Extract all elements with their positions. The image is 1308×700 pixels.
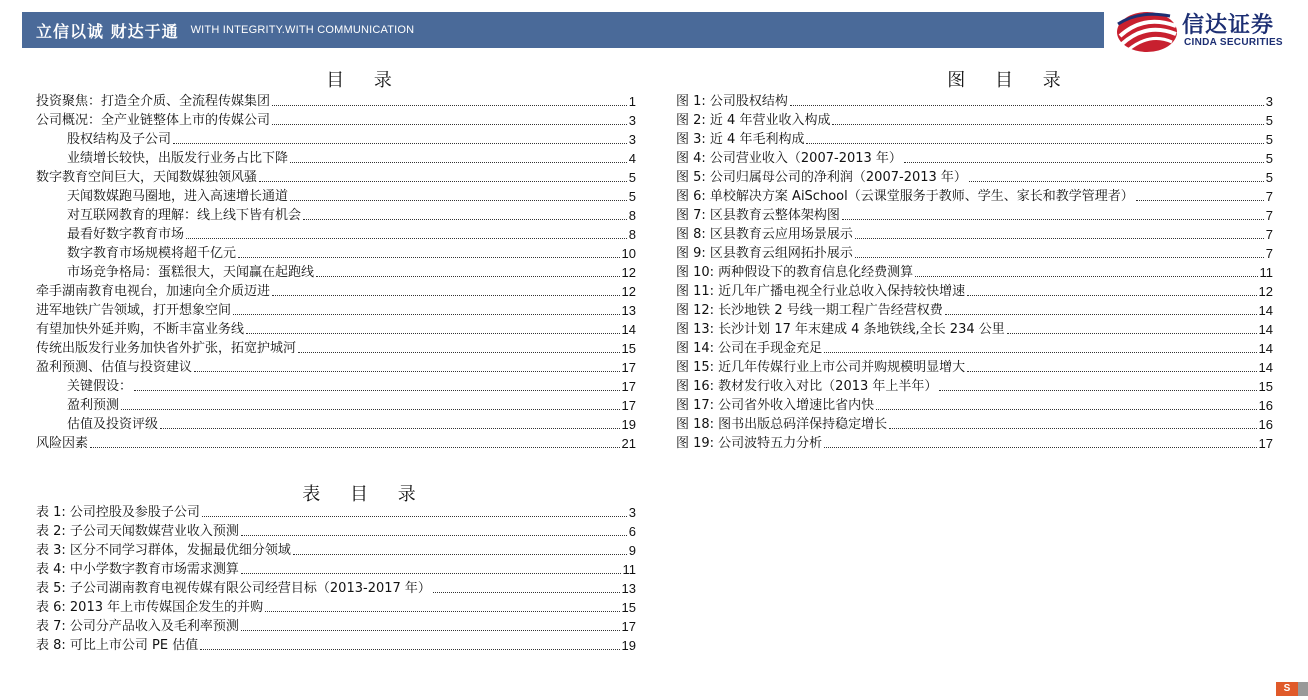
contents-entry-page-number: 1: [628, 94, 636, 109]
dot-leader: [1007, 332, 1257, 334]
dot-leader: [272, 104, 627, 106]
dot-leader: [298, 351, 620, 353]
table-entry[interactable]: [36, 502, 636, 521]
table-entry-label: 表 5: 子公司湖南教育电视传媒有限公司经营目标（2013-2017 年）: [36, 581, 431, 596]
dot-leader: [202, 515, 627, 517]
figure-entry[interactable]: [676, 167, 1273, 186]
contents-entry[interactable]: [36, 338, 636, 357]
dot-leader: [290, 199, 627, 201]
contents-entry-label: 公司概况：全产业链整体上市的传媒公司: [36, 113, 271, 128]
figure-entry[interactable]: [676, 281, 1273, 300]
figure-entry[interactable]: [676, 110, 1273, 129]
figure-entry-page-number: 5: [1265, 132, 1273, 147]
figure-entry[interactable]: [676, 262, 1273, 281]
contents-entry-label: 盈利预测、估值与投资建议: [36, 360, 193, 375]
contents-entry-page-number: 4: [628, 151, 636, 166]
table-entry-label: 表 4: 中小学数字教育市场需求测算: [36, 562, 239, 577]
figure-entry-page-number: 12: [1258, 284, 1273, 299]
figure-entry-page-number: 14: [1258, 341, 1273, 356]
contents-entry-label: 进军地铁广告领域，打开想象空间: [36, 303, 232, 318]
table-entry-page-number: 6: [628, 524, 636, 539]
logo-chinese-name: 信达证券: [1182, 13, 1275, 38]
contents-entry-page-number: 17: [621, 379, 636, 394]
table-entry-page-number: 3: [628, 505, 636, 520]
dot-leader: [855, 237, 1264, 239]
figure-entry-page-number: 3: [1265, 94, 1273, 109]
contents-entry-label: 市场竞争格局：蛋糕很大，天闻赢在起跑线: [67, 265, 315, 280]
figure-entry-label: 图 14: 公司在手现金充足: [676, 341, 823, 356]
figure-entry-label: 图 10: 两种假设下的教育信息化经费测算: [676, 265, 914, 280]
contents-entry[interactable]: [36, 205, 636, 224]
figure-entry[interactable]: [676, 433, 1273, 452]
dot-leader: [238, 256, 620, 258]
contents-entry-page-number: 8: [628, 227, 636, 242]
cinda-logo: [1114, 6, 1300, 54]
contents-entry-page-number: 3: [628, 113, 636, 128]
figure-entry-label: 图 13: 长沙计划 17 年末建成 4 条地铁线,全长 234 公里: [676, 322, 1005, 337]
contents-title: 目 录: [326, 70, 404, 91]
contents-entry-label: 数字教育市场规模将超千亿元: [67, 246, 237, 261]
table-entry[interactable]: [36, 540, 636, 559]
dot-leader: [303, 218, 627, 220]
figure-entry[interactable]: [676, 148, 1273, 167]
contents-entry[interactable]: [36, 357, 636, 376]
figure-entry-label: 图 18: 图书出版总码洋保持稳定增长: [676, 417, 888, 432]
dot-leader: [194, 370, 620, 372]
table-entry-page-number: 9: [628, 543, 636, 558]
figure-entry-label: 图 9: 区县教育云组网拓扑展示: [676, 246, 853, 261]
contents-entry-label: 风险因素: [36, 436, 89, 451]
dot-leader: [967, 370, 1256, 372]
dot-leader: [241, 629, 620, 631]
contents-entry[interactable]: [36, 319, 636, 338]
contents-entry-label: 投资聚焦：打造全介质、全流程传媒集团: [36, 94, 271, 109]
dot-leader: [842, 218, 1264, 220]
tables-list: [36, 502, 636, 654]
figure-entry[interactable]: [676, 414, 1273, 433]
figure-entry-page-number: 5: [1265, 170, 1273, 185]
dot-leader: [832, 123, 1263, 125]
table-entry-label: 表 8: 可比上市公司 PE 估值: [36, 638, 199, 653]
figure-entry-page-number: 15: [1258, 379, 1273, 394]
contents-entry-label: 估值及投资评级: [67, 417, 159, 432]
company-tagline: WITH INTEGRITY.WITH COMMUNICATION: [190, 24, 415, 36]
table-entry[interactable]: [36, 616, 636, 635]
contents-entry[interactable]: [36, 186, 636, 205]
figure-entry[interactable]: [676, 205, 1273, 224]
dot-leader: [241, 534, 627, 536]
dot-leader: [876, 408, 1256, 410]
cinda-logo-icon: [1114, 6, 1180, 54]
figure-entry-page-number: 14: [1258, 360, 1273, 375]
dot-leader: [904, 161, 1264, 163]
table-entry[interactable]: [36, 521, 636, 540]
contents-entry[interactable]: [36, 281, 636, 300]
contents-entry-page-number: 12: [621, 284, 636, 299]
figure-entry-label: 图 4: 公司营业收入（2007-2013 年）: [676, 151, 902, 166]
contents-entry-page-number: 5: [628, 189, 636, 204]
contents-entry-label: 数字教育空间巨大，天闻数媒独领风骚: [36, 170, 258, 185]
contents-entry[interactable]: [36, 224, 636, 243]
contents-entry-page-number: 17: [621, 398, 636, 413]
company-motto: 立信以诚 财达于通: [36, 21, 179, 41]
figure-entry-page-number: 5: [1265, 113, 1273, 128]
dot-leader: [316, 275, 620, 277]
contents-entry-page-number: 8: [628, 208, 636, 223]
contents-entry-label: 最看好数字教育市场: [67, 227, 185, 242]
dot-leader: [293, 553, 627, 555]
contents-entry-label: 对互联网教育的理解：线上线下皆有机会: [67, 208, 302, 223]
table-entry-label: 表 2: 子公司天闻数媒营业收入预测: [36, 524, 239, 539]
contents-entry[interactable]: [36, 110, 636, 129]
table-entry-label: 表 7: 公司分产品收入及毛利率预测: [36, 619, 239, 634]
contents-entry-page-number: 17: [621, 360, 636, 375]
contents-list: [36, 91, 636, 452]
contents-entry[interactable]: [36, 129, 636, 148]
table-entry-page-number: 19: [621, 638, 636, 653]
contents-entry-page-number: 14: [621, 322, 636, 337]
contents-entry-page-number: 3: [628, 132, 636, 147]
contents-entry-label: 有望加快外延并购，不断丰富业务线: [36, 322, 245, 337]
figure-entry[interactable]: [676, 91, 1273, 110]
dot-leader: [1136, 199, 1264, 201]
table-entry-page-number: 11: [622, 562, 636, 577]
contents-entry-page-number: 19: [621, 417, 636, 432]
header-banner: [22, 12, 1104, 48]
figure-entry-page-number: 14: [1258, 322, 1273, 337]
dot-leader: [200, 648, 619, 650]
figure-entry-label: 图 15: 近几年传媒行业上市公司并购规模明显增大: [676, 360, 966, 375]
dot-leader: [173, 142, 627, 144]
dot-leader: [824, 446, 1256, 448]
contents-entry-label: 关键假设：: [67, 379, 133, 394]
contents-entry[interactable]: [36, 433, 636, 452]
table-entry-label: 表 1: 公司控股及参股子公司: [36, 505, 200, 520]
figure-entry-page-number: 16: [1258, 398, 1273, 413]
table-entry-label: 表 3: 区分不同学习群体，发掘最优细分领域: [36, 543, 291, 558]
dot-leader: [915, 275, 1257, 277]
figure-entry-page-number: 7: [1265, 227, 1273, 242]
table-entry[interactable]: [36, 635, 636, 654]
contents-entry-page-number: 15: [621, 341, 636, 356]
table-entry-label: 表 6: 2013 年上市传媒国企发生的并购: [36, 600, 264, 615]
contents-entry[interactable]: [36, 300, 636, 319]
figure-entry[interactable]: [676, 395, 1273, 414]
table-entry[interactable]: [36, 559, 636, 578]
figure-entry[interactable]: [676, 224, 1273, 243]
figure-entry[interactable]: [676, 186, 1273, 205]
dot-leader: [433, 591, 620, 593]
dot-leader: [967, 294, 1256, 296]
dot-leader: [790, 104, 1264, 106]
figure-entry[interactable]: [676, 243, 1273, 262]
figure-entry-label: 图 2: 近 4 年营业收入构成: [676, 113, 831, 128]
figure-entry-label: 图 7: 区县教育云整体架构图: [676, 208, 840, 223]
dot-leader: [806, 142, 1263, 144]
figure-entry-page-number: 7: [1265, 208, 1273, 223]
figures-list: [676, 91, 1273, 452]
dot-leader: [272, 294, 620, 296]
table-entry-page-number: 13: [621, 581, 636, 596]
dot-leader: [186, 237, 627, 239]
dot-leader: [945, 313, 1257, 315]
contents-entry-label: 天闻数媒跑马圈地，进入高速增长通道: [67, 189, 289, 204]
contents-entry[interactable]: [36, 376, 636, 395]
dot-leader: [855, 256, 1264, 258]
dot-leader: [160, 427, 620, 429]
tables-title: 表 目 录: [302, 484, 428, 505]
dot-leader: [939, 389, 1256, 391]
figure-entry-label: 图 11: 近几年广播电视全行业总收入保持较快增速: [676, 284, 966, 299]
contents-entry-page-number: 13: [621, 303, 636, 318]
dot-leader: [90, 446, 620, 448]
figure-entry-label: 图 19: 公司波特五力分析: [676, 436, 823, 451]
dot-leader: [259, 180, 627, 182]
dot-leader: [272, 123, 627, 125]
figure-entry-label: 图 6: 单校解决方案 AiSchool（云课堂服务于教师、学生、家长和教学管理者）: [676, 189, 1134, 204]
dot-leader: [246, 332, 620, 334]
contents-entry-label: 盈利预测: [67, 398, 120, 413]
table-entry-page-number: 17: [621, 619, 636, 634]
contents-entry-label: 股权结构及子公司: [67, 132, 172, 147]
figure-entry[interactable]: [676, 319, 1273, 338]
figure-entry[interactable]: [676, 300, 1273, 319]
corner-badge-bar: [1298, 682, 1308, 696]
contents-entry[interactable]: [36, 167, 636, 186]
figure-entry-label: 图 3: 近 4 年毛利构成: [676, 132, 805, 147]
figure-entry-label: 图 17: 公司省外收入增速比省内快: [676, 398, 875, 413]
contents-entry-label: 传统出版发行业务加快省外扩张，拓宽护城河: [36, 341, 297, 356]
contents-entry[interactable]: [36, 395, 636, 414]
contents-entry[interactable]: [36, 243, 636, 262]
figure-entry-label: 图 8: 区县教育云应用场景展示: [676, 227, 853, 242]
contents-entry[interactable]: [36, 91, 636, 110]
figure-entry-label: 图 5: 公司归属母公司的净利润（2007-2013 年）: [676, 170, 967, 185]
contents-entry-page-number: 5: [628, 170, 636, 185]
contents-entry[interactable]: [36, 414, 636, 433]
table-entry[interactable]: [36, 597, 636, 616]
contents-entry[interactable]: [36, 262, 636, 281]
table-entry[interactable]: [36, 578, 636, 597]
contents-entry-page-number: 21: [621, 436, 636, 451]
figure-entry[interactable]: [676, 376, 1273, 395]
figure-entry[interactable]: [676, 338, 1273, 357]
corner-badge: S: [1276, 682, 1298, 696]
figure-entry-page-number: 7: [1265, 189, 1273, 204]
contents-entry-label: 业绩增长较快，出版发行业务占比下降: [67, 151, 289, 166]
dot-leader: [241, 572, 621, 574]
dot-leader: [290, 161, 627, 163]
contents-entry-page-number: 10: [621, 246, 636, 261]
figure-entry-page-number: 14: [1258, 303, 1273, 318]
dot-leader: [233, 313, 620, 315]
figure-entry-page-number: 16: [1258, 417, 1273, 432]
figures-title: 图 目 录: [947, 70, 1073, 91]
contents-entry[interactable]: [36, 148, 636, 167]
figure-entry-label: 图 16: 教材发行收入对比（2013 年上半年）: [676, 379, 938, 394]
figure-entry-page-number: 11: [1259, 265, 1273, 280]
figure-entry-page-number: 7: [1265, 246, 1273, 261]
dot-leader: [121, 408, 620, 410]
contents-entry-label: 牵手湖南教育电视台，加速向全介质迈进: [36, 284, 271, 299]
dot-leader: [134, 389, 620, 391]
table-entry-page-number: 15: [621, 600, 636, 615]
figure-entry-page-number: 5: [1265, 151, 1273, 166]
dot-leader: [969, 180, 1264, 182]
contents-entry-page-number: 12: [621, 265, 636, 280]
logo-english-name: CINDA SECURITIES: [1184, 37, 1283, 48]
dot-leader: [824, 351, 1256, 353]
figure-entry[interactable]: [676, 129, 1273, 148]
figure-entry-label: 图 12: 长沙地铁 2 号线一期工程广告经营权费: [676, 303, 943, 318]
dot-leader: [265, 610, 619, 612]
figure-entry-page-number: 17: [1258, 436, 1273, 451]
figure-entry-label: 图 1: 公司股权结构: [676, 94, 788, 109]
figure-entry[interactable]: [676, 357, 1273, 376]
dot-leader: [889, 427, 1256, 429]
